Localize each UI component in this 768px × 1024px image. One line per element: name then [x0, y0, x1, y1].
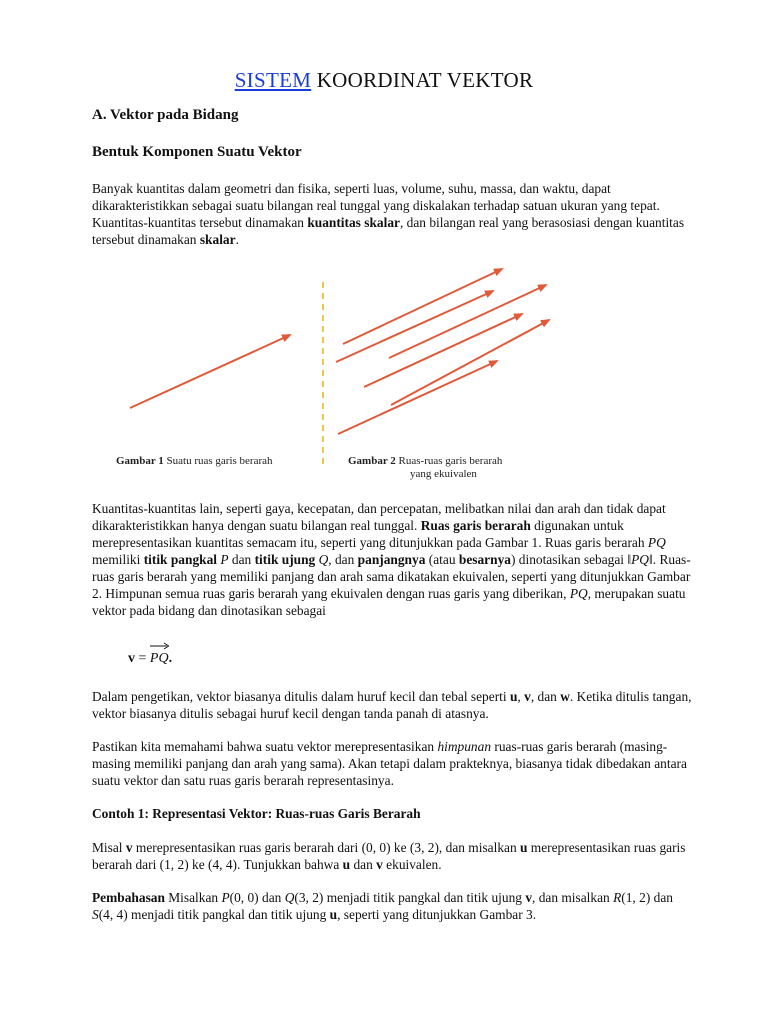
directed-segments-figure [0, 0, 768, 500]
vector-arrow-icon [150, 642, 169, 650]
arrow-gambar2-3 [389, 285, 546, 358]
title-link[interactable]: SISTEM [234, 68, 312, 92]
paragraph-example: Misal v merepresentasikan ruas garis berarah dari (0, 0) ke (3, 2), dan misalkan u merepresentasikan ruas garis berarah dari (1, 2) ke (4, 4). Tunjukkan bahwa u dan v ekuivalen. [92, 840, 686, 872]
caption-gambar-1: Gambar 1 Suatu ruas garis berarah [116, 455, 273, 467]
paragraph-notation: Dalam pengetikan, vektor biasanya ditulis dalam huruf kecil dan tebal seperti u, v, dan w. Ketika ditulis tangan, vektor biasanya ditulis sebagai huruf kecil dengan tanda panah di atasnya. [92, 689, 692, 721]
paragraph-solution: Pembahasan Misalkan P(0, 0) dan Q(3, 2) menjadi titik pangkal dan titik ujung v, dan misalkan R(1, 2) dan S(4, 4) menjadi titik pangkal dan titik ujung u, seperti yang ditunjukkan Gambar 3. [92, 890, 673, 922]
paragraph-set: Pastikan kita memahami bahwa suatu vektor merepresentasikan himpunan ruas-ruas garis berarah (masing-masing memiliki panjang dan arah yang sama). Akan tetapi dalam prakteknya, biasanya tidak dibedakan antara suatu vektor dan satu ruas garis berarah representasinya. [92, 739, 687, 788]
arrow-gambar2-6 [338, 361, 497, 434]
vector-pq: PQ [150, 651, 169, 667]
paragraph-scalar: Banyak kuantitas dalam geometri dan fisika, seperti luas, volume, suhu, massa, dan waktu, dapat dikarakteristikkan sebagai suatu bilangan real tunggal yang diskalakan terhadap satuan ukuran yang tepat. Kuantitas-kuantitas tersebut dinamakan kuantitas skalar, dan bilangan real yang berasosiasi dengan kuantitas tersebut dinamakan skalar. [92, 181, 685, 247]
section-heading-a: A. Vektor pada Bidang [92, 107, 239, 123]
example-heading: Contoh 1: Representasi Vektor: Ruas-ruas Garis Berarah [92, 806, 421, 821]
arrow-gambar1 [130, 335, 290, 408]
vector-equation: v = PQ. [128, 651, 172, 667]
caption-gambar-2: Gambar 2 Ruas-ruas garis berarah yang ekuivalen [348, 455, 503, 480]
title-rest: KOORDINAT VEKTOR [311, 68, 534, 92]
arrow-gambar2-2 [336, 291, 493, 362]
paragraph-directed-segment: Kuantitas-kuantitas lain, seperti gaya, kecepatan, dan percepatan, melibatkan nilai dan arah dan tidak dapat dikarakteristikkan hanya dengan suatu bilangan real tunggal. Ruas garis berarah digunakan untuk merepresentasikan kuantitas semacam itu, seperti yang ditunjukkan pada Gambar 1. Ruas garis berarah PQ memiliki titik pangkal P dan titik ujung Q, dan panjangnya (atau besarnya) dinotasikan sebagai ‖PQ‖. Ruas-ruas garis berarah yang memiliki panjang dan arah sama dikatakan ekuivalen, seperti yang ditunjukkan Gambar 2. Himpunan semua ruas garis berarah yang ekuivalen dengan ruas garis yang diberikan, PQ, merupakan suatu vektor pada bidang dan dinotasikan sebagai [92, 501, 691, 618]
arrow-gambar2-1 [343, 269, 502, 344]
section-heading-b: Bentuk Komponen Suatu Vektor [92, 144, 302, 160]
